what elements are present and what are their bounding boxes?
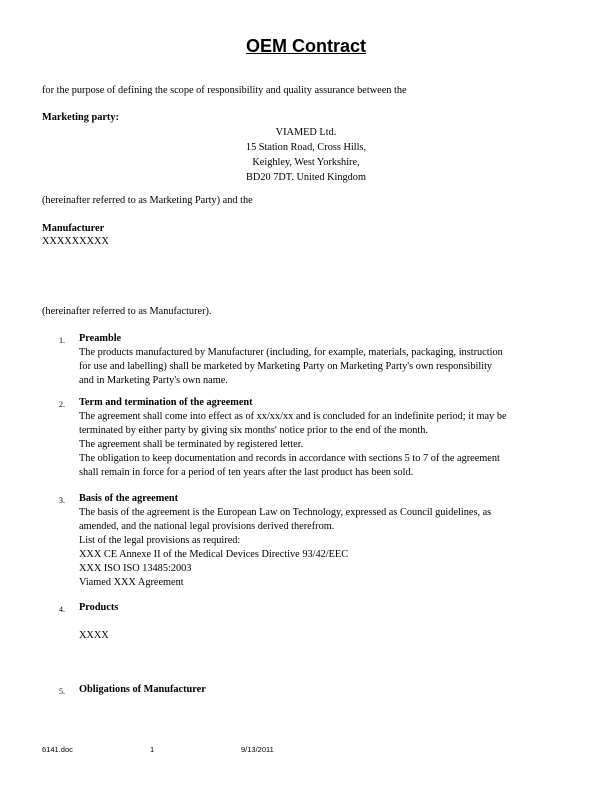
section-line: The agreement shall be terminated by registered letter.: [79, 439, 304, 450]
address-line: VIAMED Ltd.: [275, 127, 337, 138]
section-line: The agreement shall come into effect as of xx/xx/xx and is concluded for an indefinite period; it may be: [79, 411, 507, 422]
section-line: shall remain in force for a period of ten years after the last product has been sold.: [79, 467, 414, 478]
marketing-party-referred: (hereinafter referred to as Marketing Party) and the: [42, 195, 253, 206]
manufacturer-referred: (hereinafter referred to as Manufacturer).: [42, 306, 212, 317]
provision-key: Viamed: [79, 577, 111, 588]
section-line: for use and labelling) shall be marketed by Marketing Party on Marketing Party's own responsibility: [79, 361, 493, 372]
section-line: and in Marketing Party's own name.: [79, 375, 228, 386]
section-heading: Term and termination of the agreement: [79, 397, 253, 408]
manufacturer-name: XXXXXXXXX: [42, 236, 109, 247]
provision-key: XXX CE: [79, 549, 118, 560]
section-line: amended, and the national legal provisions derived therefrom.: [79, 521, 335, 532]
provision-key: XXX ISO: [79, 563, 121, 574]
footer-page-number: 1: [150, 745, 155, 754]
section-basis: [79, 492, 491, 590]
section-heading: Preamble: [79, 333, 122, 344]
section-line: The basis of the agreement is the European Law on Technology, expressed as Council guidelines, as: [79, 507, 492, 518]
manufacturer-label: Manufacturer: [42, 223, 105, 234]
section-products: [79, 601, 118, 615]
address-line: Keighley, West Yorkshire,: [252, 157, 360, 168]
section-number: 4.: [59, 605, 65, 614]
footer-date: 9/13/2011: [241, 745, 274, 754]
products-content: XXXX: [79, 630, 109, 641]
section-number: 1.: [59, 336, 65, 345]
address-line: 15 Station Road, Cross Hills,: [245, 142, 367, 153]
provision-value: XXX Agreement: [113, 577, 184, 588]
address-line: BD20 7DT. United Kingdom: [246, 172, 366, 183]
section-line: The obligation to keep documentation and records in accordance with sections 5 to 7 of the agreement: [79, 453, 500, 464]
section-line: The products manufactured by Manufacturer (including, for example, materials, packaging, instruction: [79, 347, 503, 358]
intro-text: for the purpose of defining the scope of responsibility and quality assurance between the: [42, 85, 407, 96]
provision-value: Annexe II of the Medical Devices Directive 93/42/EEC: [119, 549, 349, 560]
section-heading: Basis of the agreement: [79, 493, 179, 504]
legal-provision-row: [79, 576, 491, 590]
section-heading: Products: [79, 602, 119, 613]
footer-filename: 6141.doc: [42, 745, 73, 754]
section-number: 2.: [59, 400, 65, 409]
section-line: terminated by either party by giving six months' notice prior to the end of the month.: [79, 425, 429, 436]
section-term-termination: [79, 396, 507, 480]
document-title: OEM Contract: [245, 36, 366, 56]
section-line: List of the legal provisions as required:: [79, 535, 241, 546]
legal-provision-row: [79, 562, 491, 576]
section-number: 5.: [59, 687, 65, 696]
section-preamble: [79, 332, 503, 388]
section-number: 3.: [59, 496, 65, 505]
provision-value: ISO 13485:2003: [123, 563, 192, 574]
marketing-party-label: Marketing party:: [42, 112, 119, 123]
legal-provision-row: [79, 548, 491, 562]
section-heading: Obligations of Manufacturer: [79, 684, 206, 695]
marketing-party-address: [0, 125, 612, 185]
